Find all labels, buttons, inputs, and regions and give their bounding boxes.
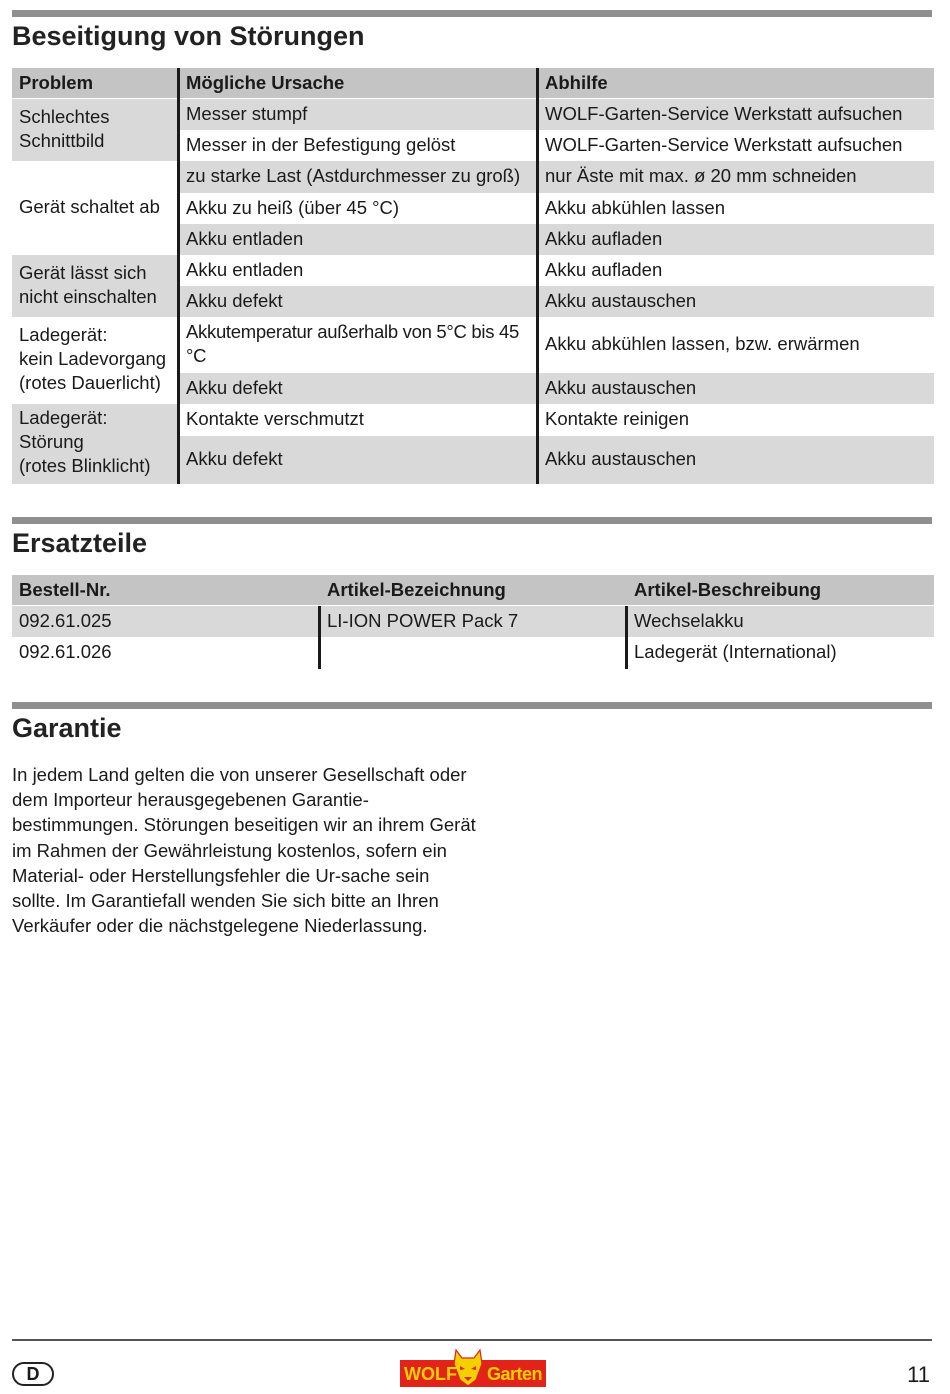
cause-cell: Akkutemperatur außerhalb von 5°C bis 45 °C (179, 317, 538, 373)
logo-wolf-text: WOLF (404, 1364, 457, 1384)
column-divider (536, 68, 539, 484)
header-designation: Artikel-Bezeichnung (327, 579, 506, 600)
section-rule (12, 517, 932, 524)
cause-cell: Kontakte verschmutzt (179, 404, 538, 436)
cause-cell: Messer stumpf (179, 99, 538, 130)
header-order-no: Bestell-Nr. (19, 579, 111, 600)
section-rule (12, 702, 932, 709)
problem-cell: Gerät lässt sich nicht einschalten (12, 255, 179, 317)
logo-garten-text: Garten (487, 1364, 543, 1384)
header-cause: Mögliche Ursache (186, 72, 345, 93)
remedy-cell: Akku aufladen (538, 255, 934, 286)
spare-parts-table (12, 575, 934, 669)
cause-cell: Akku entladen (179, 224, 538, 255)
page-number: 11 (907, 1362, 930, 1387)
language-badge: D (12, 1362, 54, 1386)
cause-cell: Akku entladen (179, 255, 538, 286)
section-rule (12, 10, 932, 17)
header-problem: Problem (19, 72, 94, 93)
warranty-title: Garantie (12, 713, 122, 743)
remedy-cell: Akku aufladen (538, 224, 934, 255)
cause-cell: zu starke Last (Astdurchmesser zu groß) (179, 161, 538, 193)
designation-cell (320, 637, 627, 669)
wolf-garten-logo (398, 1346, 548, 1389)
header-description: Artikel-Beschreibung (634, 579, 822, 600)
cause-cell: Akku zu heiß (über 45 °C) (179, 193, 538, 224)
problem-cell: Schlechtes Schnittbild (12, 99, 179, 161)
cause-cell: Akku defekt (179, 436, 538, 484)
remedy-cell: Akku austauschen (538, 436, 934, 484)
problem-cell: Ladegerät: kein Ladevorgang (rotes Dauerlicht) (12, 317, 179, 404)
order-no-cell: 092.61.025 (12, 606, 320, 637)
description-cell: Wechselakku (627, 606, 934, 637)
column-divider (318, 606, 321, 669)
remedy-cell: Akku abkühlen lassen, bzw. erwärmen (538, 317, 934, 373)
remedy-cell: WOLF-Garten-Service Werkstatt aufsuchen (538, 99, 934, 130)
order-no-cell: 092.61.026 (12, 637, 320, 669)
problem-cell: Gerät schaltet ab (12, 161, 179, 255)
header-remedy: Abhilfe (545, 72, 608, 93)
cause-cell: Akku defekt (179, 373, 538, 404)
remedy-cell: Kontakte reinigen (538, 404, 934, 436)
troubleshooting-title: Beseitigung von Störungen (12, 21, 365, 51)
cause-cell: Messer in der Befestigung gelöst (179, 130, 538, 161)
cause-cell: Akku defekt (179, 286, 538, 317)
remedy-cell: WOLF-Garten-Service Werkstatt aufsuchen (538, 130, 934, 161)
column-divider (177, 68, 180, 484)
column-divider (625, 606, 628, 669)
description-cell: Ladegerät (International) (627, 637, 934, 669)
warranty-paragraph: In jedem Land gelten die von unserer Gesellschaft oder dem Importeur herausgegebenen Garantie-bestimmungen. Störungen beseitigen wir an ihrem Gerät im Rahmen der Gewährleistung kostenlos, sofern ein Material- oder Herstellungsfehler die Ur-sache sein sollte. Im Garantiefall wenden Sie sich bitte an Ihren Verkäufer oder die nächstgelegene Niederlassung. (12, 764, 476, 937)
spare-parts-title: Ersatzteile (12, 528, 148, 558)
remedy-cell: nur Äste mit max. ø 20 mm schneiden (538, 161, 934, 193)
remedy-cell: Akku austauschen (538, 373, 934, 404)
remedy-cell: Akku austauschen (538, 286, 934, 317)
designation-cell: LI-ION POWER Pack 7 (320, 606, 627, 637)
remedy-cell: Akku abkühlen lassen (538, 193, 934, 224)
problem-cell: Ladegerät: Störung (rotes Blinklicht) (12, 404, 179, 484)
troubleshooting-table (12, 68, 934, 484)
footer-rule (12, 1339, 932, 1341)
